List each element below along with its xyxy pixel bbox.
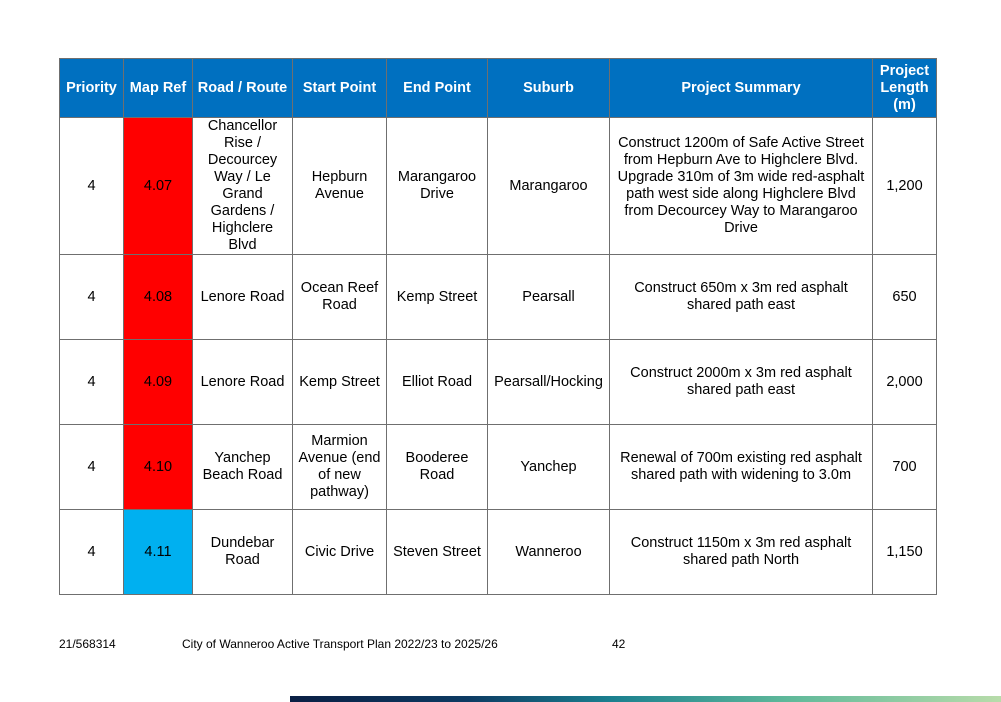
map-ref-cell: 4.10 <box>124 425 193 510</box>
table-row <box>60 425 937 510</box>
road-cell: Yanchep Beach Road <box>193 425 293 510</box>
header-project-summary: Project Summary <box>610 59 873 118</box>
priority-cell: 4 <box>60 340 124 425</box>
header-road-route: Road / Route <box>193 59 293 118</box>
table-row <box>60 340 937 425</box>
road-cell: Dundebar Road <box>193 510 293 595</box>
header-suburb: Suburb <box>488 59 610 118</box>
suburb-cell: Yanchep <box>488 425 610 510</box>
map-ref-cell: 4.08 <box>124 255 193 340</box>
map-ref-cell: 4.09 <box>124 340 193 425</box>
table-row <box>60 255 937 340</box>
header-priority: Priority <box>60 59 124 118</box>
projects-table <box>59 58 937 595</box>
header-end-point: End Point <box>387 59 488 118</box>
header-start-point: Start Point <box>293 59 387 118</box>
summary-cell: Construct 650m x 3m red asphalt shared path east <box>610 255 873 340</box>
end-point-cell: Steven Street <box>387 510 488 595</box>
map-ref-cell: 4.11 <box>124 510 193 595</box>
start-point-cell: Hepburn Avenue <box>293 118 387 255</box>
road-cell: Lenore Road <box>193 340 293 425</box>
start-point-cell: Marmion Avenue (end of new pathway) <box>293 425 387 510</box>
priority-cell: 4 <box>60 510 124 595</box>
header-project-length: Project Length (m) <box>873 59 937 118</box>
end-point-cell: Kemp Street <box>387 255 488 340</box>
table-header-row <box>60 59 937 118</box>
start-point-cell: Ocean Reef Road <box>293 255 387 340</box>
footer-doc-title: City of Wanneroo Active Transport Plan 2022/23 to 2025/26 <box>182 637 498 651</box>
table-row <box>60 510 937 595</box>
length-cell: 650 <box>873 255 937 340</box>
length-cell: 1,200 <box>873 118 937 255</box>
road-cell: Chancellor Rise / Decourcey Way / Le Grand Gardens / Highclere Blvd <box>193 118 293 255</box>
page-number: 42 <box>612 637 626 651</box>
length-cell: 700 <box>873 425 937 510</box>
header-map-ref: Map Ref <box>124 59 193 118</box>
priority-cell: 4 <box>60 425 124 510</box>
end-point-cell: Marangaroo Drive <box>387 118 488 255</box>
length-cell: 2,000 <box>873 340 937 425</box>
summary-cell: Construct 2000m x 3m red asphalt shared path east <box>610 340 873 425</box>
decorative-footer-bar <box>290 696 1001 702</box>
table-row <box>60 118 937 255</box>
suburb-cell: Marangaroo <box>488 118 610 255</box>
summary-cell: Construct 1200m of Safe Active Street from Hepburn Ave to Highclere Blvd. Upgrade 310m of 3m wide red-asphalt path west side along Highclere Blvd from Decourcey Way to Marangaroo Drive <box>610 118 873 255</box>
start-point-cell: Civic Drive <box>293 510 387 595</box>
end-point-cell: Elliot Road <box>387 340 488 425</box>
map-ref-cell: 4.07 <box>124 118 193 255</box>
end-point-cell: Booderee Road <box>387 425 488 510</box>
start-point-cell: Kemp Street <box>293 340 387 425</box>
suburb-cell: Pearsall/Hocking <box>488 340 610 425</box>
suburb-cell: Pearsall <box>488 255 610 340</box>
summary-cell: Renewal of 700m existing red asphalt shared path with widening to 3.0m <box>610 425 873 510</box>
summary-cell: Construct 1150m x 3m red asphalt shared path North <box>610 510 873 595</box>
road-cell: Lenore Road <box>193 255 293 340</box>
footer-doc-ref: 21/568314 <box>59 637 116 651</box>
priority-cell: 4 <box>60 255 124 340</box>
length-cell: 1,150 <box>873 510 937 595</box>
suburb-cell: Wanneroo <box>488 510 610 595</box>
priority-cell: 4 <box>60 118 124 255</box>
